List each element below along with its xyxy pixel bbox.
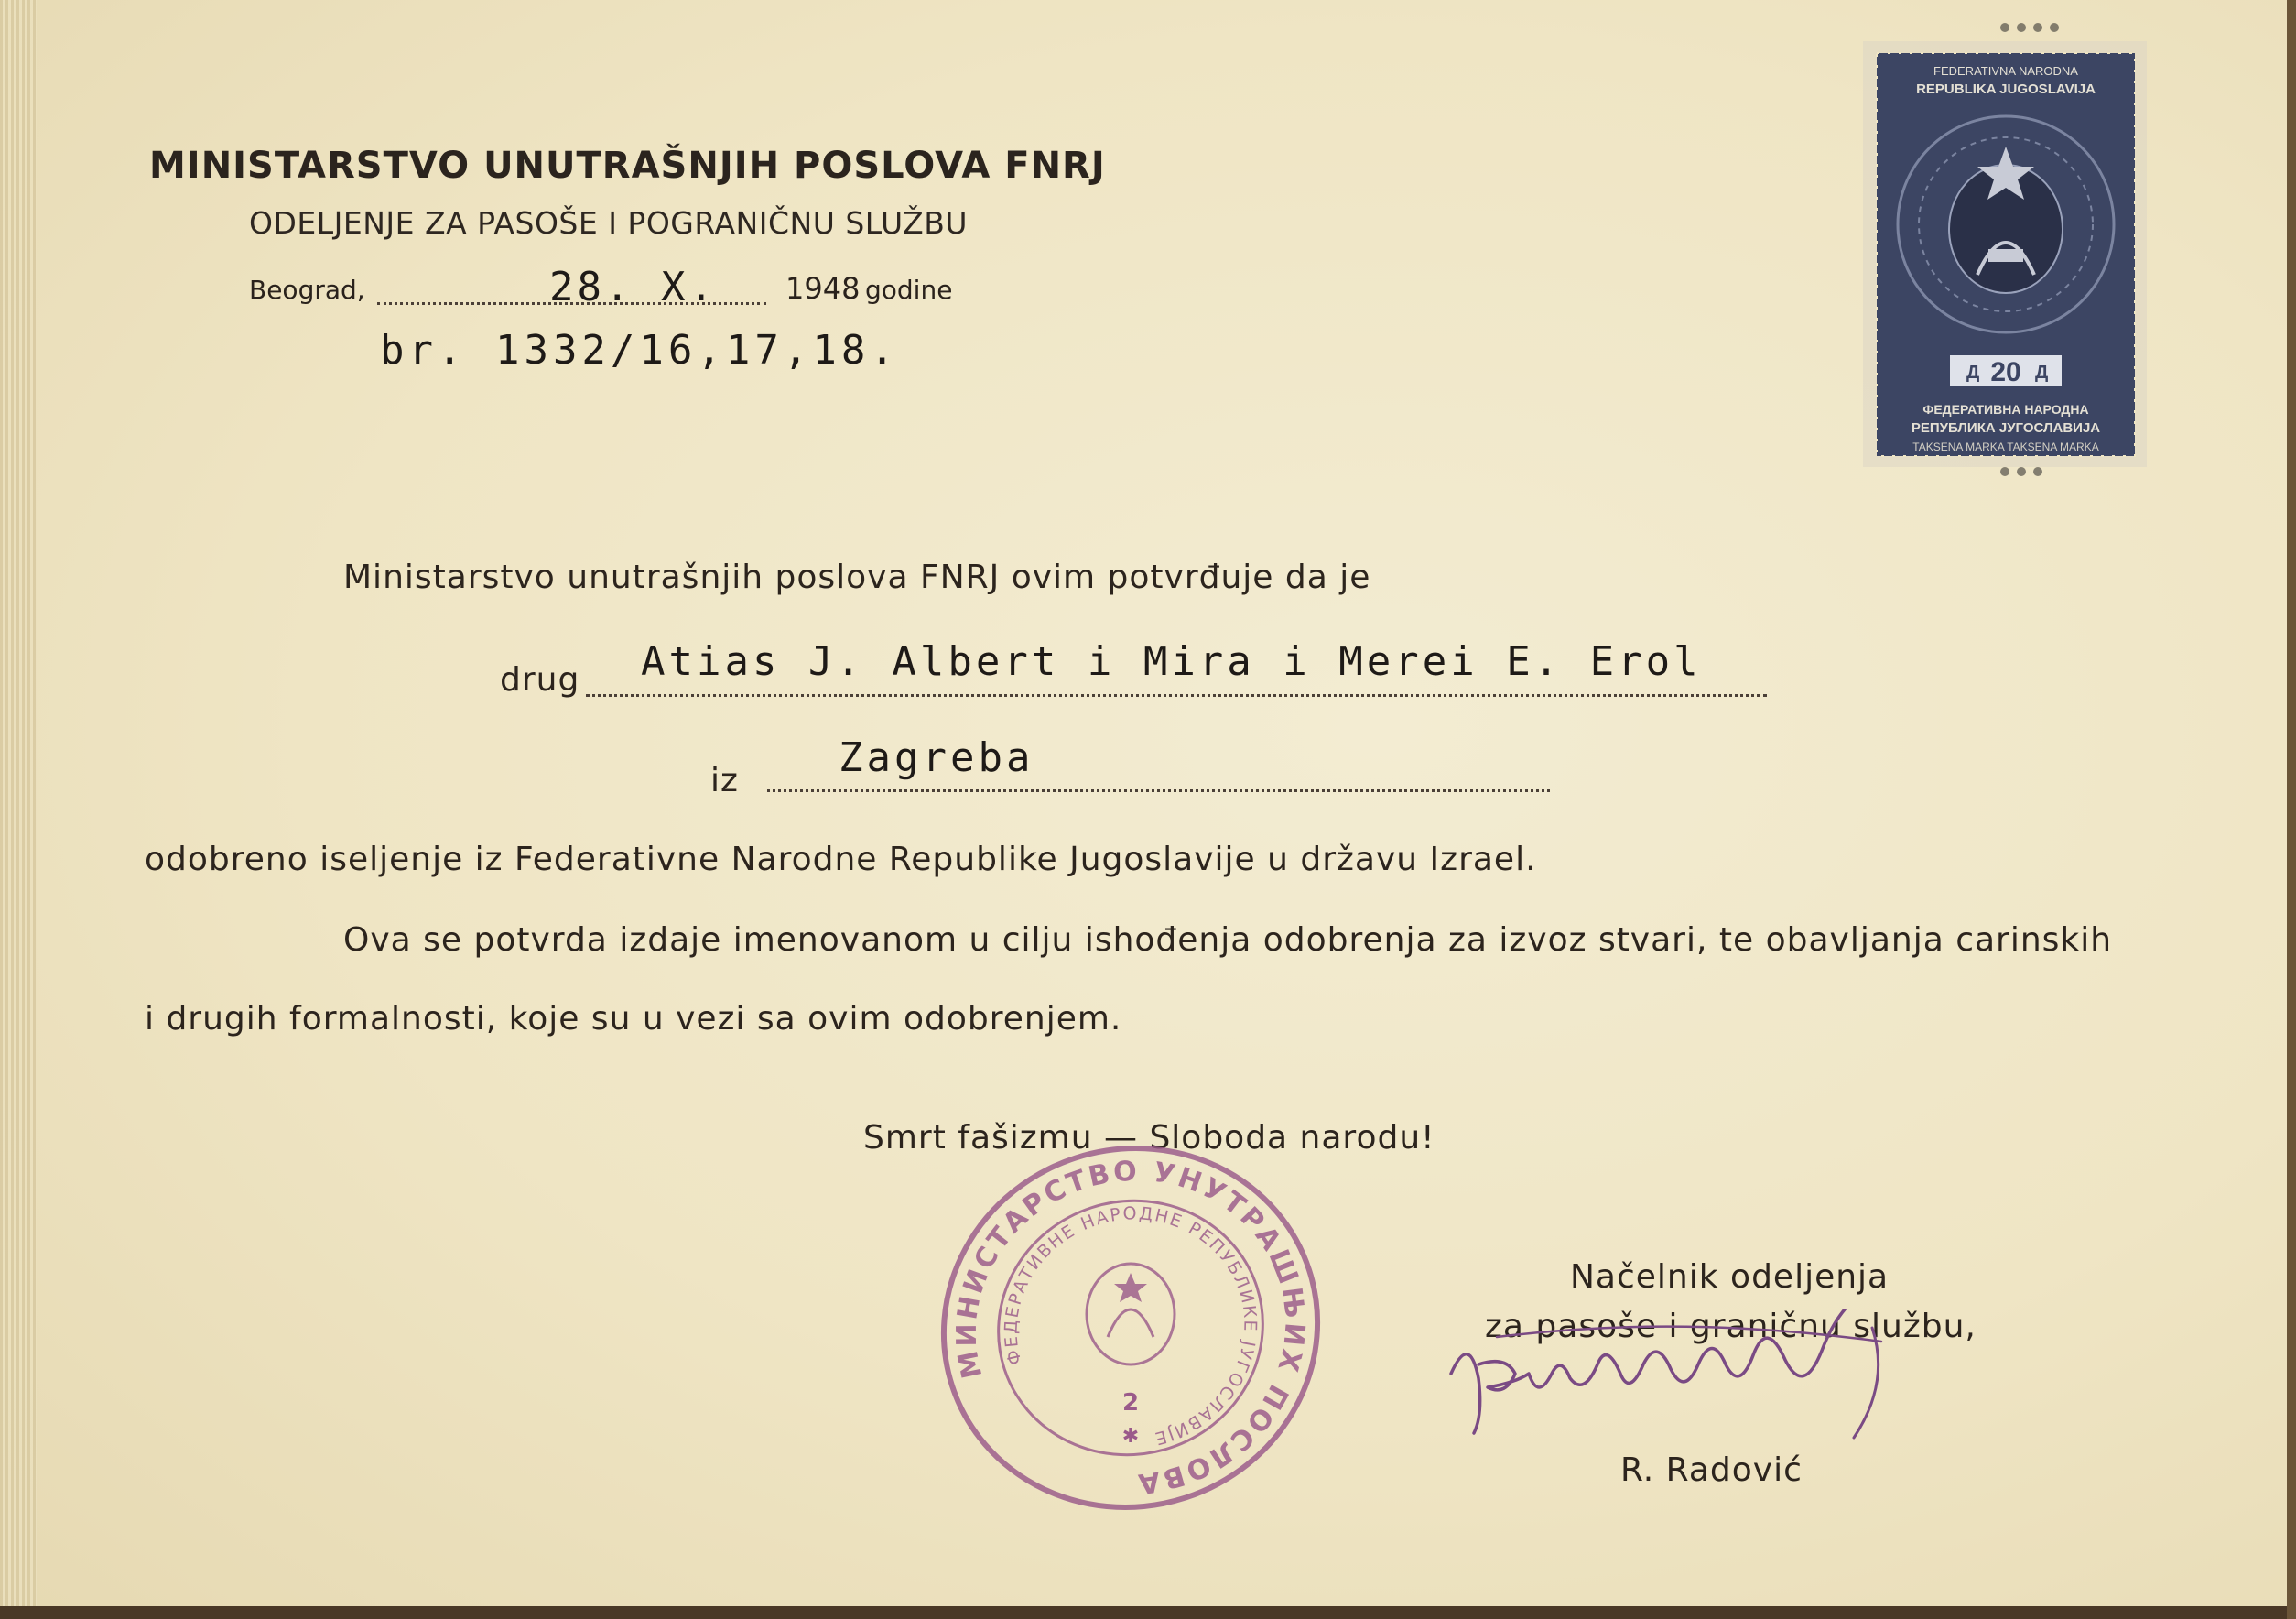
signatory-title-line2: za pasoše i graničnu službu,	[1485, 1308, 1977, 1345]
seal-outer-ring	[925, 1131, 1337, 1525]
city-dotted-line	[767, 789, 1550, 792]
stamp-bottom-line2: РЕПУБЛИКА ЈУГОСЛАВИЈА	[1911, 420, 2101, 436]
purpose-paragraph-line1: Ova se potvrda izdaje imenovanom u cilju ishođenja odobrenja za izvoz stvari, te obavljanja carinskih	[343, 921, 2113, 959]
seal-emblem-icon	[1087, 1264, 1175, 1364]
tax-stamp	[1730, 9, 2170, 481]
seal-star-icon: ✱	[1121, 1425, 1140, 1448]
intro-sentence: Ministarstvo unutrašnjih poslova FNRJ ovim potvrđuje da je	[343, 559, 1371, 596]
issue-year: 1948	[785, 271, 861, 306]
signatory-name: R. Radović	[1620, 1451, 1803, 1489]
stamp-top-line1: FEDERATIVNA NARODNA	[1933, 64, 2078, 78]
stamp-value: 20	[1990, 357, 2021, 387]
official-seal	[925, 1131, 1337, 1525]
seal-outer-text: МИНИСТАРСТВО УНУТРАШЊИХ ПОСЛОВА	[950, 1155, 1311, 1500]
person-names: Atias J. Albert i Mira i Merei E. Erol	[641, 638, 1702, 685]
page-bottom-edge	[0, 1606, 2296, 1619]
ministry-heading: MINISTARSTVO UNUTRAŠNJIH POSLOVA FNRJ	[149, 145, 1106, 187]
issue-date: 28. X.	[549, 264, 717, 310]
seal-inner-text: ФЕДЕРАТИВНЕ НАРОДНЕ РЕПУБЛИКЕ ЈУГОСЛАВИЈЕ	[1001, 1203, 1261, 1450]
slogan: Smrt fašizmu — Sloboda narodu!	[863, 1119, 1435, 1157]
signatory-title-line1: Načelnik odeljenja	[1570, 1258, 1890, 1296]
iz-label: iz	[710, 762, 739, 799]
stamp-currency-right: Д	[2035, 363, 2049, 383]
page-stack-edge	[0, 0, 37, 1619]
stamp-top-line2: REPUBLIKA JUGOSLAVIJA	[1916, 81, 2096, 97]
seal-number: 2	[1121, 1389, 1140, 1417]
reference-number: br. 1332/16,17,18.	[380, 327, 899, 374]
names-dotted-line	[586, 694, 1767, 697]
purpose-paragraph-line2: i drugih formalnosti, koje su u vezi sa ovim odobrenjem.	[145, 1000, 1122, 1038]
stamp-currency-left: Д	[1966, 363, 1980, 383]
department-subheading: ODELJENJE ZA PASOŠE I POGRANIČNU SLUŽBU	[249, 205, 968, 241]
handwritten-signature	[1442, 1309, 1936, 1447]
drug-label: drug	[500, 661, 580, 699]
year-suffix: godine	[865, 275, 953, 305]
stamp-bottom-line1: ФЕДЕРАТИВНА НАРОДНА	[1922, 402, 2089, 417]
stamp-bottom-line3: TAKSENA MARKA TAKSENA MARKA	[1912, 440, 2099, 453]
place-label: Beograd,	[249, 275, 365, 305]
approval-statement: odobreno iseljenje iz Federativne Narodne Republike Jugoslavije u državu Izrael.	[145, 841, 1537, 878]
page-right-edge	[2287, 0, 2296, 1619]
origin-city: Zagreba	[839, 734, 1034, 781]
